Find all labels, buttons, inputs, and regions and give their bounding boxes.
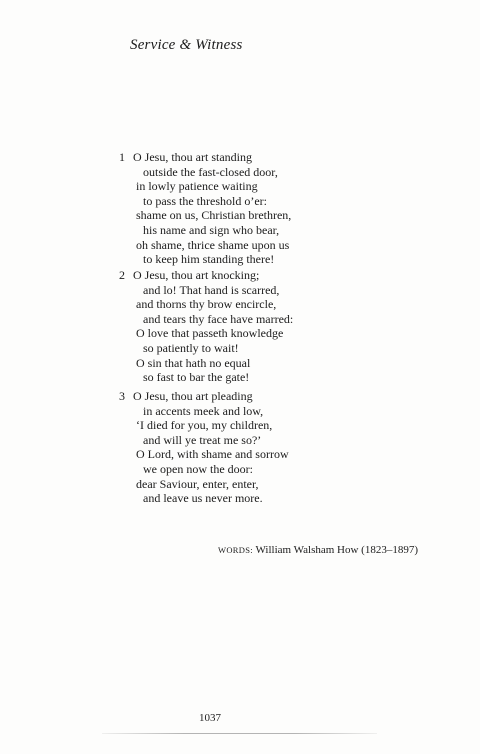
stanza-line: O Jesu, thou art standing bbox=[133, 150, 252, 164]
stanza-line: O sin that hath no equal bbox=[136, 355, 251, 370]
stanza-line: so patiently to wait! bbox=[143, 340, 239, 355]
stanza-line: to pass the threshold o’er: bbox=[143, 193, 267, 208]
stanza-line: ‘I died for you, my children, bbox=[136, 418, 273, 433]
stanza-line: and leave us never more. bbox=[143, 491, 263, 506]
stanza-line: outside the fast-closed door, bbox=[143, 164, 278, 179]
stanza-line: his name and sign who bear, bbox=[143, 222, 280, 237]
stanza-line: and thorns thy brow encircle, bbox=[136, 297, 277, 312]
bottom-rule-divider bbox=[102, 733, 377, 734]
stanza-line: O Jesu, thou art pleading bbox=[133, 389, 253, 403]
stanza-line: O Jesu, thou art knocking; bbox=[133, 268, 260, 282]
stanza-number: 1 bbox=[119, 150, 125, 164]
stanza-1 bbox=[119, 150, 291, 267]
stanza-line: O love that passeth knowledge bbox=[136, 326, 284, 341]
stanza-3 bbox=[119, 389, 289, 506]
stanza-line: shame on us, Christian brethren, bbox=[136, 208, 292, 223]
stanza-line: and lo! That hand is scarred, bbox=[143, 282, 280, 297]
stanza-number: 3 bbox=[119, 389, 125, 403]
stanza-line: and tears thy face have marred: bbox=[143, 311, 294, 326]
stanza-line: O Lord, with shame and sorrow bbox=[136, 447, 289, 462]
words-attribution bbox=[218, 544, 418, 556]
stanza-line: we open now the door: bbox=[143, 461, 253, 476]
attribution-label: WORDS: bbox=[218, 545, 253, 555]
stanza-2 bbox=[119, 268, 293, 385]
page-number: 1037 bbox=[199, 712, 221, 724]
stanza-number: 2 bbox=[119, 268, 125, 282]
stanza-line: so fast to bar the gate! bbox=[143, 370, 250, 385]
stanza-line: dear Saviour, enter, enter, bbox=[136, 476, 259, 491]
stanza-line: oh shame, thrice shame upon us bbox=[136, 237, 290, 252]
attribution-author: William Walsham How (1823–1897) bbox=[255, 544, 418, 556]
stanza-line: to keep him standing there! bbox=[143, 252, 275, 267]
section-title: Service & Witness bbox=[130, 37, 243, 53]
stanza-line: and will ye treat me so?’ bbox=[143, 432, 262, 447]
stanza-line: in lowly patience waiting bbox=[136, 179, 258, 194]
stanza-line: in accents meek and low, bbox=[143, 403, 264, 418]
